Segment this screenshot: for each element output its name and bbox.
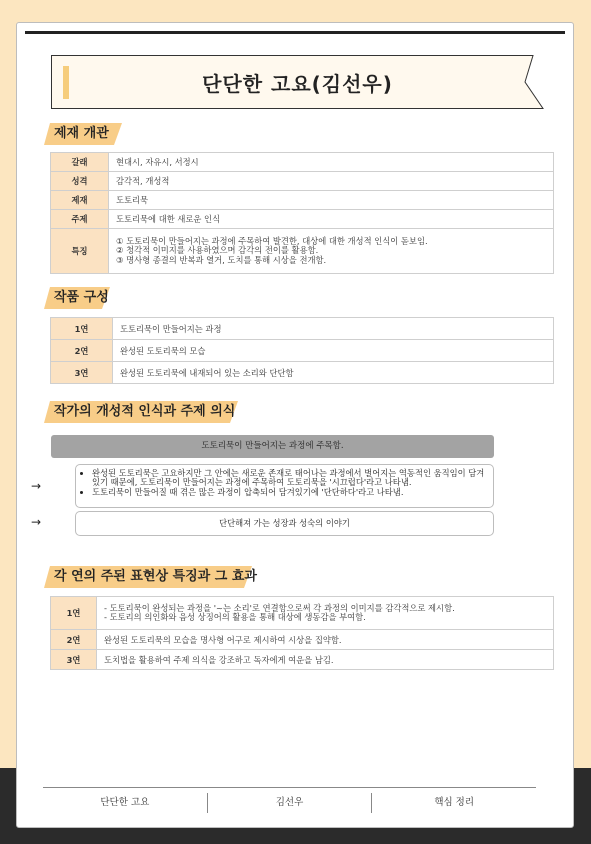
row-value: 도토리묵에 대한 새로운 인식 bbox=[109, 210, 554, 229]
row-value: 현대시, 자유시, 서정시 bbox=[109, 153, 554, 172]
row-value: 도토리묵 bbox=[109, 191, 554, 210]
footer-author: 김선우 bbox=[275, 797, 304, 808]
section-heading-structure bbox=[44, 287, 121, 309]
expression-line: - 도토리의 의인화와 음성 상징어의 활용을 통해 대상에 생동감을 부여함. bbox=[104, 612, 366, 622]
table-row bbox=[51, 191, 554, 210]
insight-bubble bbox=[75, 464, 494, 508]
row-key: 2연 bbox=[51, 340, 113, 362]
row-key: 3연 bbox=[51, 650, 97, 670]
row-key: 특징 bbox=[51, 229, 109, 274]
table-row bbox=[51, 597, 554, 630]
overview-table bbox=[50, 152, 554, 274]
table-row bbox=[51, 650, 554, 670]
section-heading-overview bbox=[44, 123, 121, 145]
row-key: 1연 bbox=[51, 597, 97, 630]
row-key: 제재 bbox=[51, 191, 109, 210]
table-row bbox=[51, 318, 554, 340]
document-sheet bbox=[16, 22, 574, 828]
top-rule bbox=[25, 31, 565, 34]
row-value: 완성된 도토리묵의 모습 bbox=[113, 340, 554, 362]
arrow-icon: → bbox=[31, 515, 42, 529]
row-value: 완성된 도토리묵에 내재되어 있는 소리와 단단함 bbox=[113, 362, 554, 384]
section-heading-overview-text: 제재 개관 bbox=[54, 126, 109, 141]
row-value bbox=[97, 597, 554, 630]
footer-title: 단단한 고요 bbox=[100, 797, 150, 808]
table-row bbox=[51, 340, 554, 362]
table-row bbox=[51, 172, 554, 191]
row-key: 주제 bbox=[51, 210, 109, 229]
table-row bbox=[51, 210, 554, 229]
section-heading-expression bbox=[44, 566, 269, 588]
section-heading-insight bbox=[44, 401, 247, 423]
title-banner bbox=[51, 55, 544, 109]
arrow-icon: → bbox=[31, 479, 42, 493]
structure-table bbox=[50, 317, 554, 384]
row-key: 성격 bbox=[51, 172, 109, 191]
footer-category: 핵심 정리 bbox=[434, 797, 475, 808]
row-value bbox=[109, 229, 554, 274]
section-heading-structure-text: 작품 구성 bbox=[54, 290, 109, 305]
row-key: 갈래 bbox=[51, 153, 109, 172]
insight-bullet: • 완성된 도토리묵은 고요하지만 그 안에는 새로운 존재로 태어나는 과정에서 벌어지는 역동적인 움직임이 담겨 있기 때문에, 도토리묵이 만들어지는 과정에 주목하여 도토리묵을 '시끄럽다'라고 나타냄. bbox=[92, 469, 487, 488]
feature-line: ③ 명사형 종결의 반복과 열거, 도치를 통해 시상을 전개함. bbox=[116, 254, 327, 265]
footer bbox=[43, 793, 536, 813]
conclusion-bubble: 단단해져 가는 성장과 성숙의 이야기 bbox=[75, 511, 494, 536]
row-value: 도토리묵이 만들어지는 과정 bbox=[113, 318, 554, 340]
table-row bbox=[51, 153, 554, 172]
row-value: 완성된 도토리묵의 모습을 명사형 어구로 제시하여 시상을 집약함. bbox=[97, 630, 554, 650]
footer-rule bbox=[43, 787, 536, 788]
row-key: 3연 bbox=[51, 362, 113, 384]
row-value: 감각적, 개성적 bbox=[109, 172, 554, 191]
table-row bbox=[51, 630, 554, 650]
section-heading-expression-text: 각 연의 주된 표현상 특징과 그 효과 bbox=[54, 569, 257, 584]
table-row bbox=[51, 362, 554, 384]
focus-bar: 도토리묵이 만들어지는 과정에 주목함. bbox=[51, 435, 494, 458]
row-value: 도치법을 활용하여 주제 의식을 강조하고 독자에게 여운을 남김. bbox=[97, 650, 554, 670]
page-title: 단단한 고요(김선우) bbox=[202, 72, 393, 96]
expression-table bbox=[50, 596, 554, 670]
row-key: 1연 bbox=[51, 318, 113, 340]
insight-bullet: • 도토리묵이 만들어질 때 겪은 많은 과정이 압축되어 담겨있기에 '단단하다'라고 나타냄. bbox=[92, 488, 487, 497]
row-key: 2연 bbox=[51, 630, 97, 650]
expression-line: - 도토리묵이 완성되는 과정을 '~는 소리'로 연결함으로써 각 과정의 이미지를 감각적으로 제시함. bbox=[104, 602, 455, 613]
table-row bbox=[51, 229, 554, 274]
feature-line: ② 청각적 이미지를 사용하였으며 감각의 전이를 활용함. bbox=[116, 245, 319, 256]
feature-line: ① 도토리묵이 만들어지는 과정에 주목하여 발견한, 대상에 대한 개성적 인식이 돋보임. bbox=[116, 235, 428, 246]
section-heading-insight-text: 작가의 개성적 인식과 주제 의식 bbox=[54, 404, 236, 419]
